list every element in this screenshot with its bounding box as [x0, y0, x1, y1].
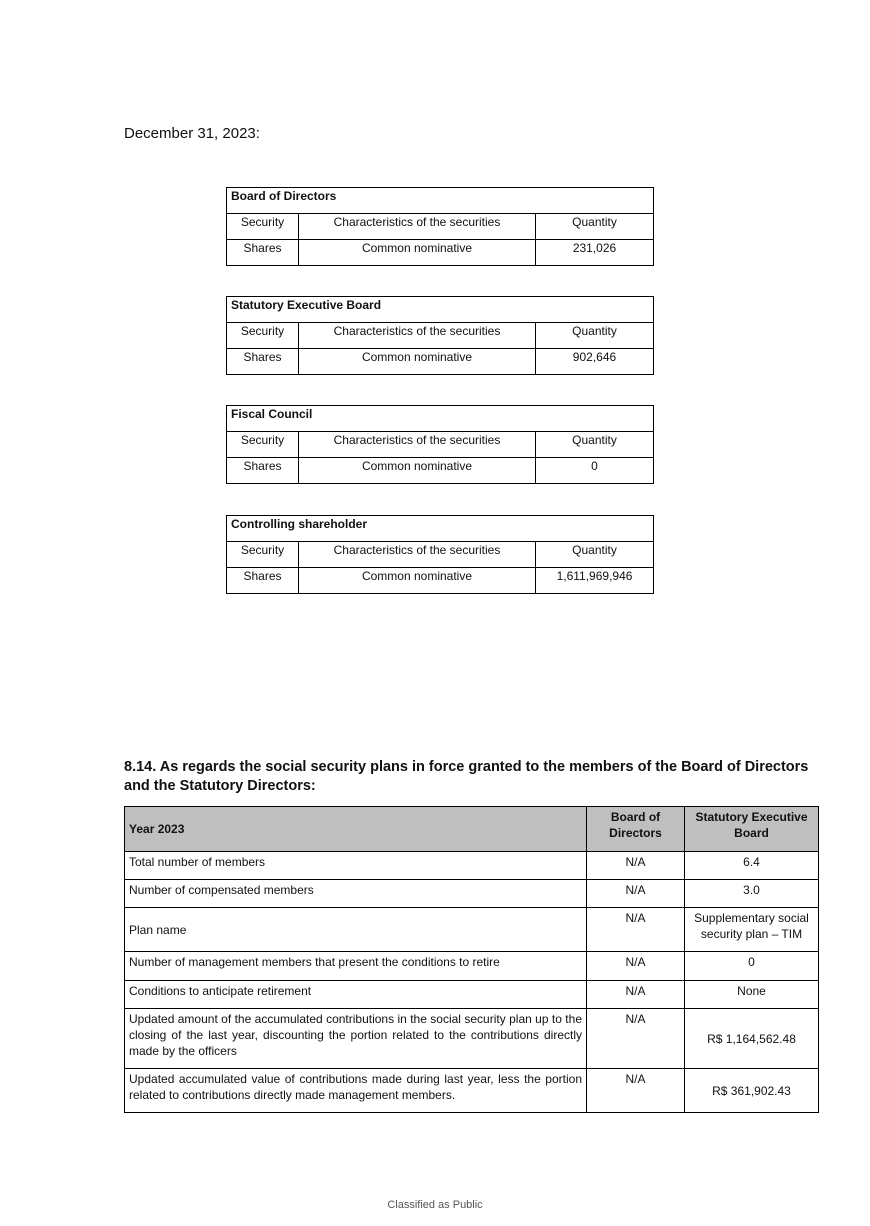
row-label: Conditions to anticipate retirement	[125, 981, 587, 1009]
row-executive-value: R$ 1,164,562.48	[685, 1009, 819, 1069]
row-executive-value: None	[685, 981, 819, 1009]
table-row	[125, 1009, 819, 1069]
table-header-row	[227, 432, 654, 458]
classification-footer: Classified as Public	[387, 1199, 483, 1211]
row-executive-value: R$ 361,902.43	[685, 1069, 819, 1113]
table-row	[125, 1069, 819, 1113]
row-board-value: N/A	[587, 852, 685, 880]
header-quantity: Quantity	[536, 214, 654, 240]
table-title: Controlling shareholder	[227, 516, 654, 542]
cell-security: Shares	[227, 568, 299, 594]
table-header-row	[227, 214, 654, 240]
row-label: Updated accumulated value of contributions made during last year, less the portion related to contributions directly made management members.	[125, 1069, 587, 1113]
header-statutory-executive-board: Statutory Executive Board	[685, 807, 819, 852]
cell-characteristics: Common nominative	[299, 458, 536, 484]
header-quantity: Quantity	[536, 323, 654, 349]
cell-quantity: 0	[536, 458, 654, 484]
row-board-value: N/A	[587, 981, 685, 1009]
controlling-shareholder-table	[226, 515, 654, 594]
row-label: Number of management members that present the conditions to retire	[125, 952, 587, 981]
row-board-value: N/A	[587, 952, 685, 981]
table-row	[125, 908, 819, 952]
header-characteristics: Characteristics of the securities	[299, 323, 536, 349]
table-row	[227, 568, 654, 594]
row-executive-value: Supplementary social security plan – TIM	[685, 908, 819, 952]
table-row	[125, 852, 819, 880]
social-security-plans-table	[124, 806, 819, 1113]
cell-security: Shares	[227, 240, 299, 266]
cell-characteristics: Common nominative	[299, 240, 536, 266]
header-board-of-directors: Board of Directors	[587, 807, 685, 852]
row-board-value: N/A	[587, 1069, 685, 1113]
row-executive-value: 3.0	[685, 880, 819, 908]
header-quantity: Quantity	[536, 432, 654, 458]
table-title: Board of Directors	[227, 188, 654, 214]
row-label: Number of compensated members	[125, 880, 587, 908]
header-security: Security	[227, 542, 299, 568]
section-heading: 8.14. As regards the social security plans in force granted to the members of the Board of Directors and the Statutory Directors:	[124, 759, 809, 794]
cell-security: Shares	[227, 458, 299, 484]
header-quantity: Quantity	[536, 542, 654, 568]
table-row	[227, 458, 654, 484]
table-header-row	[227, 542, 654, 568]
row-label: Updated amount of the accumulated contributions in the social security plan up to the closing of the last year, discounting the portion related to the contributions directly made by the officers	[125, 1009, 587, 1069]
table-title: Statutory Executive Board	[227, 297, 654, 323]
table-row	[227, 240, 654, 266]
row-board-value: N/A	[587, 1009, 685, 1069]
row-label: Total number of members	[125, 852, 587, 880]
cell-security: Shares	[227, 349, 299, 375]
date-heading: December 31, 2023:	[124, 125, 260, 142]
table-title: Fiscal Council	[227, 406, 654, 432]
header-characteristics: Characteristics of the securities	[299, 542, 536, 568]
table-header-row	[125, 807, 819, 852]
row-board-value: N/A	[587, 880, 685, 908]
row-executive-value: 0	[685, 952, 819, 981]
header-security: Security	[227, 432, 299, 458]
table-header-row	[227, 323, 654, 349]
table-row	[125, 981, 819, 1009]
board-of-directors-table	[226, 187, 654, 266]
table-row	[125, 952, 819, 981]
statutory-executive-board-table	[226, 296, 654, 375]
header-security: Security	[227, 214, 299, 240]
cell-quantity: 902,646	[536, 349, 654, 375]
fiscal-council-table	[226, 405, 654, 484]
table-row	[227, 349, 654, 375]
cell-characteristics: Common nominative	[299, 568, 536, 594]
row-board-value: N/A	[587, 908, 685, 952]
header-security: Security	[227, 323, 299, 349]
row-label: Plan name	[125, 908, 587, 952]
header-characteristics: Characteristics of the securities	[299, 214, 536, 240]
cell-characteristics: Common nominative	[299, 349, 536, 375]
table-row	[125, 880, 819, 908]
cell-quantity: 1,611,969,946	[536, 568, 654, 594]
cell-quantity: 231,026	[536, 240, 654, 266]
row-executive-value: 6.4	[685, 852, 819, 880]
header-year: Year 2023	[125, 807, 587, 852]
header-characteristics: Characteristics of the securities	[299, 432, 536, 458]
